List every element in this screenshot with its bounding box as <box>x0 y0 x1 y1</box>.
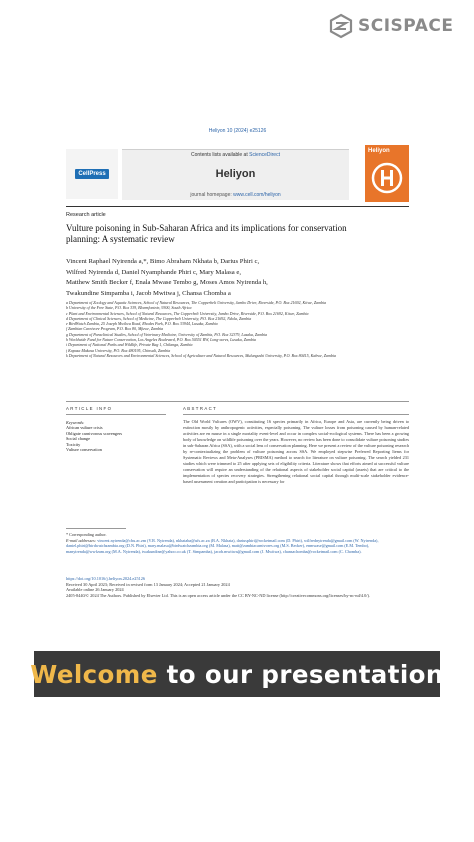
author-list <box>66 257 386 299</box>
affiliation: d Department of Clinical Sciences, School of Medicine, The Copperbelt University, P.O. Box 21692, Ndola, Zambia <box>66 315 252 321</box>
citation-block <box>66 576 409 598</box>
doi-url[interactable]: https://doi.org/10.1016/j.heliyon.2024.e25126 <box>66 576 146 581</box>
cover-h-emblem <box>365 145 409 202</box>
journal-reference[interactable]: Heliyon 10 (2024) e25126 <box>208 128 267 134</box>
author-line: Matthew Smith Becker f, Enala Mwase Tembo g, Moses Amos Nyirenda h, <box>66 279 268 286</box>
affiliation: a Department of Zoology and Aquatic Sciences, School of Natural Resources, The Copperbelt University, Jambo Drive, Riverside, P.O. Box 21692, Kitwe, Zambia <box>66 300 327 305</box>
welcome-rest: to our presentation <box>157 659 444 689</box>
header-rule <box>66 206 409 207</box>
scispace-logo <box>329 13 453 39</box>
affiliation: f Zambian Carnivore Program, P.O. Box 80, Mfuwe, Zambia <box>66 326 164 332</box>
affiliation: e BirdWatch Zambia, 25 Joseph Mwilwa Road, Rhodes Park, P.O. Box 33944, Lusaka, Zambia <box>66 321 218 327</box>
author-line: Wilfred Nyirenda d, Daniel Nyamphande Phiri c, Mary Malasa e, <box>66 268 242 276</box>
email-label: E-mail addresses: <box>66 537 97 543</box>
keyword: Vulture conservation <box>66 447 102 453</box>
corresponding-author-note: * Corresponding author. <box>66 532 107 537</box>
keyword: Toxicity <box>66 441 81 447</box>
publisher-logo <box>66 149 118 199</box>
welcome-banner <box>30 651 444 697</box>
cellpress-badge <box>75 169 108 179</box>
article-info-heading: ARTICLE INFO <box>66 406 113 411</box>
keywords-label: Keywords: <box>66 420 85 425</box>
homepage-prefix: journal homepage: <box>190 192 234 198</box>
affiliation: b University of the Free State, P.O. Box 339, Bloemfontein, 9300, South Africa <box>66 305 192 311</box>
contents-line <box>122 152 349 158</box>
abstract-heading: ABSTRACT <box>183 406 218 411</box>
keywords-block <box>66 420 166 452</box>
keyword: African vulture crisis <box>66 425 103 431</box>
cellpress-label: CellPress <box>78 171 106 177</box>
journal-name: Heliyon <box>215 168 256 180</box>
author-line: Vincent Raphael Nyirenda a,*, Bimo Abraham Nkhata b, Darius Phiri c, <box>66 258 260 265</box>
footnotes <box>66 532 409 555</box>
banner-center <box>122 149 349 200</box>
scispace-logo-text: SCISPACE <box>358 16 454 36</box>
author-line: Twakundine Simpamba i, Jacob Mwitwa j, Chansa Chomba a <box>66 289 231 297</box>
scispace-hexagon-icon <box>329 13 353 39</box>
affiliation: i Department of National Parks and Wildlife, Private Bag 1, Chilanga, Zambia <box>66 342 193 348</box>
affiliation: j Kapasa Makasa University, P.O. Box 480195, Chinsali, Zambia <box>66 347 171 353</box>
sciencedirect-link[interactable]: ScienceDirect <box>249 152 280 158</box>
footnote-rule <box>66 528 126 529</box>
affiliation-list <box>66 300 409 358</box>
journal-homepage <box>122 192 349 198</box>
article-type: Research article <box>66 212 106 218</box>
affiliation: k Department of Natural Resources and Environmental Sciences, School of Agriculture and Natural Resources, Mulungushi University, P.O. Box 80415, Kabwe, Zambia <box>66 352 337 358</box>
affiliation: g Department of Paraclinical Studies, School of Veterinary Medicine, University of Zambia, P.O. Box 32379, Lusaka, Zambia <box>66 331 268 337</box>
cover-title: Heliyon <box>368 148 390 154</box>
available-online: Available online 26 January 2024 <box>66 587 124 593</box>
email-list[interactable]: vincent.nyirenda@cbu.ac.zm (V.R. Nyirenda), nkhataba@ufs.ac.za (B.A. Nkhata), dariusphiri@rocketmail.com (D. Phiri), wilfrednyirenda@gmail.com (W. Nyirenda), daniel.phiri@birdwatchzambia.org (D.N. Phiri), mary.malasa@birdwatchzambia.org (M. Malasa), matt@zambiacarnivores.org (M.S. Becker), enmwase@gmail.com (E.M. Tembo), manyirenda@wwfzam.org (M.A. Nyirenda), twakundine@yahoo.co.uk (T. Simpamba), jacob.mwitwa@gmail.com (J. Mwitwa), chansachomba@rocketmail.com (C. Chomba). <box>66 537 379 555</box>
journal-cover <box>365 145 409 202</box>
keyword: Social change <box>66 436 90 442</box>
welcome-highlight: Welcome <box>30 659 158 689</box>
license-text: 2405-8440/© 2024 The Authors. Published by Elsevier Ltd. This is an open access article under the CC BY-NC-ND license (http://creativecommons.org/licenses/by-nc-nd/4.0/). <box>66 592 370 598</box>
affiliation: c Plant and Environmental Sciences, School of Natural Resources, The Copperbelt University, Jambo Drive, Riverside, P.O. Box 21692, Kitwe, Zambia <box>66 310 309 316</box>
abstract-rule <box>183 414 409 415</box>
contents-prefix: Contents lists available at <box>191 152 250 158</box>
abstract-text: The Old World Vultures (OWV), constituting 16 species primarily in Africa, Europe and Asia, are currently being driven to extinction mostly by anthropogenic activities, especially poisoning. The vulture losses from poisoning caused by human-related activities are en masse in a single mortality event-level and occur in complex social-ecological systems. There has been a growing body of knowledge on wildlife poisoning over the years. However, no review has been done to consolidate vulture poisoning studies in sub-Saharan Africa (SSA), with a social lens of conservation planning. Here we present a review of the vulture poisoning research by re-contextualizing the problem of vulture poisoning across SSA. We employed stepwise Preferred Reporting Items for Systematic Reviews and Meta-Analyses (PRISMA) method to search for literature on vulture poisoning. The search yielded 231 studies which were trimmed to 25 after applying sets of eligibility criteria. Literature shows that efforts aimed at successful vulture conservation will require an understanding of the relational aspects of stakeholder social capital (assets) that are critical to the implementation of species recovery strategies. Strengthening relational social capital through multi-scale stakeholder evidence-based assessment creation and participation is necessary for <box>183 419 409 484</box>
article-info-rule <box>66 414 166 415</box>
email-addresses <box>66 538 409 555</box>
paper-title: Vulture poisoning in Sub-Saharan Africa and its implications for conservation planning: A systematic review <box>66 223 347 244</box>
keyword: Obligate carnivorous scavengers <box>66 430 123 436</box>
journal-banner <box>66 145 409 202</box>
received-dates: Received 30 April 2023; Received in revised form 13 January 2024; Accepted 21 January 2024 <box>66 581 230 587</box>
homepage-url[interactable]: www.cell.com/heliyon <box>233 192 281 198</box>
affiliation: h Worldwide Fund for Nature Conservation, Los Angeles Boulevard, P.O. Box 50551 RW, Long-acres, Lusaka, Zambia <box>66 337 256 343</box>
section-rule <box>66 401 409 402</box>
